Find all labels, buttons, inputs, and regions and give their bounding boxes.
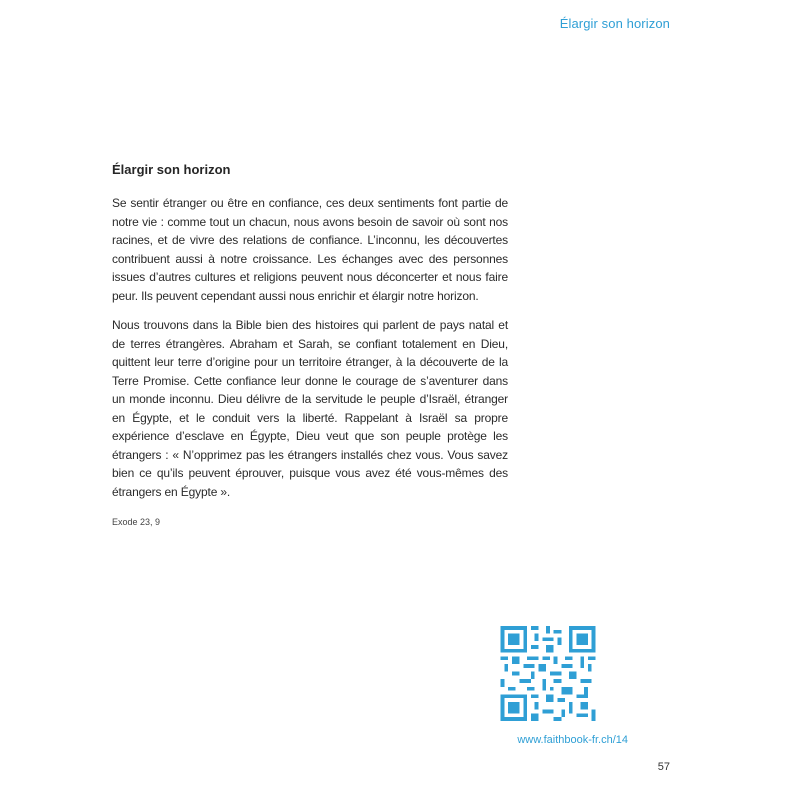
faithbook-link[interactable]: www.faithbook-fr.ch/14 xyxy=(517,734,628,746)
paragraph-1: Se sentir étranger ou être en confiance, ces deux sentiments font partie de notre vie : comme tout un chacun, nous avons besoin de savoir où sont nos racines, et de vivre des relations de confiance. L’inconnu, les découvertes contribuent aussi à notre croissance. Les échanges avec des personnes issues d’autres cultures et religions peuvent nous déconcerter et nous faire peur. Ils peuvent cependant aussi nous enrichir et élargir notre horizon. xyxy=(112,196,508,303)
bible-citation: Exode 23, 9 xyxy=(112,517,161,527)
page-number: 57 xyxy=(657,761,670,773)
qr-code-icon[interactable] xyxy=(498,626,598,721)
running-header: Élargir son horizon xyxy=(559,16,670,31)
section-title: Élargir son horizon xyxy=(112,162,231,177)
article xyxy=(112,162,508,527)
paragraph-2: Nous trouvons dans la Bible bien des histoires qui parlent de pays natal et de terres étrangères. Abraham et Sarah, se confiant totalement en Dieu, quittent leur terre d’origine pour un territoire étranger, à la découverte de la Terre Promise. Cette confiance leur donne le courage de s’aventurer dans un monde inconnu. Dieu délivre de la servitude le peuple d’Israël, étranger en Égypte, et le conduit vers la liberté. Rappelant à Israël sa propre expérience d’esclave en Égypte, Dieu veut que son peuple protège les étrangers : « N’opprimez pas les étrangers installés chez vous. Vous savez bien ce qu’ils peuvent éprouver, puisque vous avez été vous-mêmes des étrangers en Égypte ». xyxy=(112,318,508,499)
